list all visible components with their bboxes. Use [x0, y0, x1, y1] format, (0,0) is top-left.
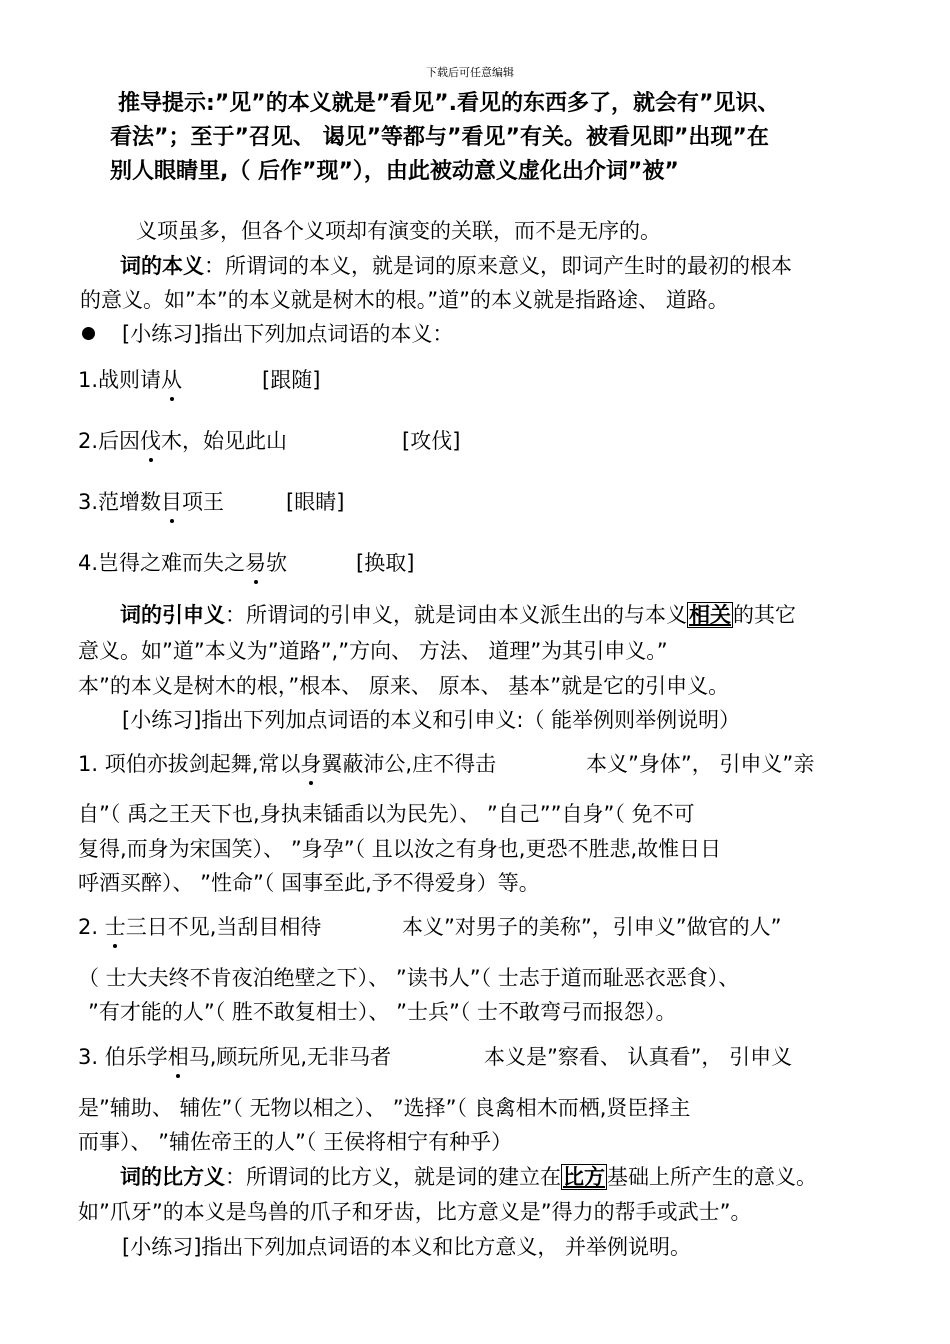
dotted-char: 目: [161, 490, 183, 514]
item-text: 项王: [182, 490, 225, 514]
item-text: 三日不见,当刮目相待: [125, 915, 322, 939]
biyu-term: 词的比方义: [120, 1165, 225, 1189]
boxed-word: 相关: [689, 603, 731, 627]
biyu-text: 基础上所产生的意义。: [607, 1165, 817, 1189]
benyi-term: 词的本义: [120, 254, 204, 278]
practice2-item-3-line-3: 而事）、 ”辅佐帝王的人”（ 王侯将相宁有种乎）: [78, 1130, 513, 1154]
benyi-line-2: 的意义。如”本”的本义就是树木的根。”道”的本义就是指路途、 道路。: [80, 288, 729, 312]
yinshen-text: ：所谓词的引申义，就是词由本义派生出的与本义: [225, 603, 687, 627]
practice1-title: [小练习]指出下列加点词语的本义：: [122, 322, 454, 346]
yinshen-term: 词的引申义: [120, 603, 225, 627]
biyu-line-2: 如”爪牙”的本义是鸟兽的爪子和牙齿，比方意义是”得力的帮手或武士”。: [78, 1200, 752, 1224]
item-text: 3.范增数: [78, 490, 162, 514]
boxed-word: 比方: [563, 1165, 605, 1189]
bullet-icon: [82, 327, 95, 340]
dotted-char: 身: [300, 752, 322, 776]
dotted-char: 伐: [140, 429, 162, 453]
yinshen-line-3: 本”的本义是树木的根，”根本、 原来、 原本、 基本”就是它的引申义。: [78, 674, 730, 698]
hint-line-3: 别人眼睛里,（ 后作”现”），由此被动意义虚化出介词”被”: [110, 159, 679, 184]
yinshen-line-2: 意义。如”道”本义为”道路”,”方向、 方法、 道理”为其引申义。”: [78, 639, 668, 663]
practice2-answer-2: 本义”对男子的美称”，引申义”做官的人”: [402, 915, 782, 939]
biyu-line-1: [120, 1163, 817, 1191]
practice1-answer-2: [攻伐]: [402, 429, 461, 453]
practice2-item-2-line-3: ”有才能的人”（ 胜不敢复相士）、 ”士兵”（ 士不敢弯弓而报怨）。: [88, 1000, 677, 1024]
item-text: 翼蔽沛公,庄不得击: [321, 752, 497, 776]
yinshen-text: 的其它: [733, 603, 796, 627]
practice2-title: [小练习]指出下列加点词语的本义和引申义:（ 能举例则举例说明）: [122, 708, 741, 732]
practice2-item-2-line-2: （ 士大夫终不肯夜泊绝壁之下）、 ”读书人”（ 士志于道而耻恶衣恶食）、: [78, 966, 740, 990]
item-text: 4.岂得之难而失之: [78, 551, 246, 575]
biyu-text: ：所谓词的比方义，就是词的建立在: [225, 1165, 561, 1189]
item-text: 马,顾玩所见,无非马者: [188, 1045, 392, 1069]
practice2-item-2: [78, 913, 321, 941]
benyi-text-1: ：所谓词的本义，就是词的原来意义，即词产生时的最初的根本: [204, 254, 792, 278]
practice1-item-3: [78, 488, 224, 516]
item-text: 1. 项伯亦拔剑起舞,常以: [78, 752, 301, 776]
item-text: 3. 伯乐学: [78, 1045, 168, 1069]
item-text: 1.战则请: [78, 368, 162, 392]
practice2-item-3: [78, 1043, 391, 1071]
practice1-answer-1: [跟随]: [262, 368, 321, 392]
practice2-answer-1: 本义”身体”， 引申义”亲: [586, 752, 815, 776]
practice1-answer-4: [换取]: [356, 551, 415, 575]
practice2-item-1-line-3: 复得,而身为宋国笑）、 ”身孕”（ 且以汝之有身也,更恐不胜悲,故惟日日: [78, 837, 722, 861]
item-text: 木，始见此山: [161, 429, 288, 453]
page-header-note: 下载后可任意编辑: [426, 66, 514, 79]
item-text: 2.后因: [78, 429, 141, 453]
practice1-item-2: [78, 427, 287, 455]
hint-line-2: 看法”；至于”召见、 谒见”等都与”看见”有关。被看见即”出现”在: [110, 125, 769, 150]
yinshen-line-1: [120, 601, 796, 629]
hint-line-1: 推导提示:”见”的本义就是”看见”.看见的东西多了，就会有”见识、: [118, 91, 780, 116]
practice1-item-4: [78, 549, 287, 577]
benyi-line-1: [120, 252, 792, 280]
item-text: 欤: [266, 551, 288, 575]
practice2-item-1-line-4: 呼酒买醉）、 ”性命”（ 国事至此,予不得爱身）等。: [78, 871, 540, 895]
practice3-title: [小练习]指出下列加点词语的本义和比方意义， 并举例说明。: [122, 1235, 692, 1259]
dotted-char: 相: [167, 1045, 189, 1069]
practice2-item-1-line-2: 自”（ 禹之王天下也,身执耒锸臿以为民先）、 ”自己””自身”（ 免不可: [78, 802, 695, 826]
dotted-char: 从: [161, 368, 183, 392]
intro-paragraph: 义项虽多，但各个义项却有演变的关联，而不是无序的。: [136, 219, 661, 243]
dotted-char: 士: [104, 915, 126, 939]
practice1-item-1: [78, 366, 182, 394]
practice2-item-1: [78, 750, 496, 778]
practice1-answer-3: [眼睛]: [286, 490, 345, 514]
item-text: 2.: [78, 915, 105, 939]
practice2-answer-3: 本义是”察看、 认真看”， 引申义: [484, 1045, 793, 1069]
dotted-char: 易: [245, 551, 267, 575]
practice2-item-3-line-2: 是”辅助、 辅佐”（ 无物以相之）、 ”选择”（ 良禽相木而栖,贤臣择主: [78, 1096, 691, 1120]
